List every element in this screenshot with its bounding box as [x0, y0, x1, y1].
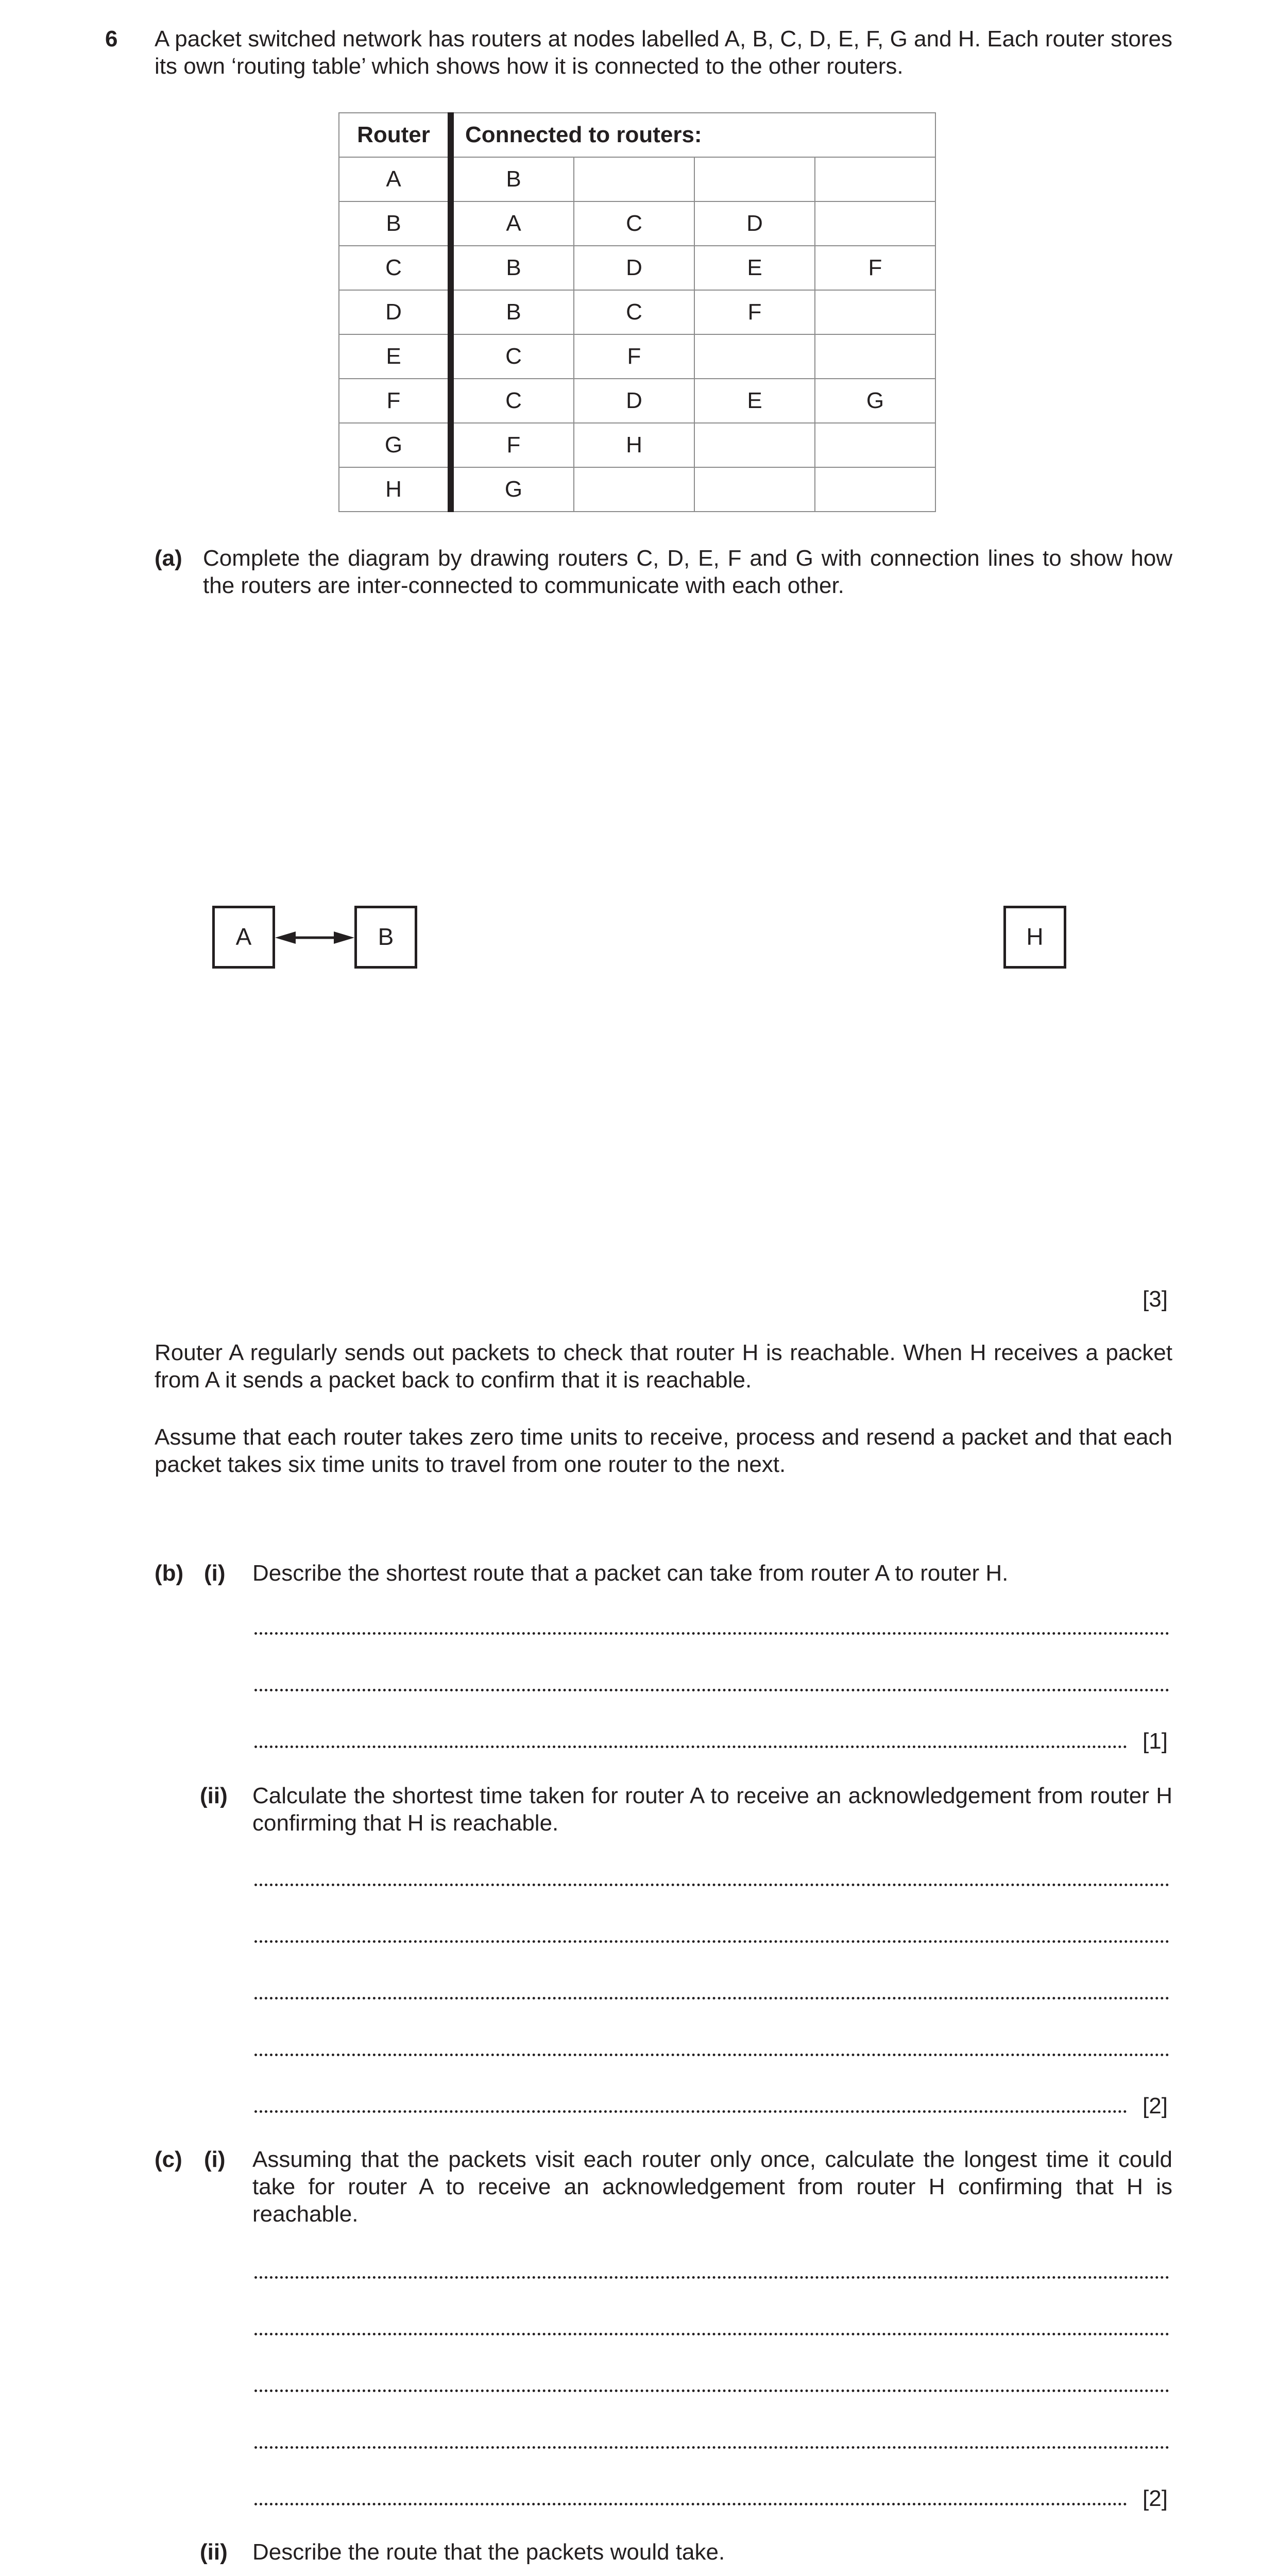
routing-row-a — [339, 157, 935, 201]
router-h-label: H — [1026, 923, 1044, 951]
connected-router-cell: C — [451, 379, 574, 423]
connected-router-cell: G — [815, 379, 935, 423]
router-cell: C — [339, 246, 451, 290]
connected-router-cell: H — [574, 423, 694, 467]
header-connected: Connected to routers: — [451, 113, 935, 157]
part-b-ii-text: Calculate the shortest time taken for router A to receive an acknowledgement from router H confirming that H is reachable. — [252, 1783, 1172, 1836]
context-para-1: Router A regularly sends out packets to check that router H is reachable. When H receives a packet from A it sends a packet back to confirm that it is reachable. — [155, 1340, 1172, 1393]
answer-line[interactable] — [254, 1689, 1169, 1691]
connected-router-cell — [574, 467, 694, 512]
connected-router-cell — [694, 157, 815, 201]
router-a-box — [212, 906, 275, 969]
router-cell: F — [339, 379, 451, 423]
answer-line[interactable] — [254, 2276, 1169, 2279]
part-c-i-label: (i) — [204, 2147, 226, 2172]
answer-line[interactable] — [254, 1884, 1169, 1886]
connected-router-cell — [815, 290, 935, 334]
router-cell: D — [339, 290, 451, 334]
answer-line[interactable] — [254, 2503, 1127, 2505]
router-a-label: A — [235, 923, 252, 951]
answer-line[interactable] — [254, 1940, 1169, 1943]
routing-row-f — [339, 379, 935, 423]
part-b-label: (b) — [155, 1561, 184, 1586]
question-number: 6 — [105, 26, 118, 52]
connected-router-cell — [815, 423, 935, 467]
part-c-i-marks: [2] — [1143, 2486, 1168, 2511]
answer-line[interactable] — [254, 2333, 1169, 2335]
answer-line[interactable] — [254, 1632, 1169, 1635]
connected-router-cell: B — [451, 290, 574, 334]
connected-router-cell: F — [451, 423, 574, 467]
part-c-ii-label: (ii) — [200, 2539, 228, 2565]
router-cell: H — [339, 467, 451, 512]
routing-row-g — [339, 423, 935, 467]
connected-router-cell: F — [694, 290, 815, 334]
part-b-i-label: (i) — [204, 1561, 226, 1586]
connected-router-cell: B — [451, 157, 574, 201]
part-a-text: Complete the diagram by drawing routers C, D, E, F and G with connection lines to show how the routers are inter-connected to communicate with each other. — [203, 546, 1172, 598]
connected-router-cell: C — [574, 201, 694, 246]
router-cell: B — [339, 201, 451, 246]
answer-line[interactable] — [254, 1997, 1169, 1999]
connected-router-cell — [815, 467, 935, 512]
part-b-i-marks: [1] — [1143, 1728, 1168, 1754]
connection-a-b-arrow — [275, 927, 354, 948]
connected-router-cell: C — [574, 290, 694, 334]
router-b-label: B — [378, 923, 394, 951]
part-b-ii-marks: [2] — [1143, 2093, 1168, 2119]
connected-router-cell: A — [451, 201, 574, 246]
router-cell: G — [339, 423, 451, 467]
connected-router-cell: D — [574, 246, 694, 290]
routing-row-h — [339, 467, 935, 512]
router-b-box — [354, 906, 417, 969]
part-c-ii-text: Describe the route that the packets would take. — [252, 2539, 725, 2565]
answer-line[interactable] — [254, 2054, 1169, 2056]
connected-router-cell — [694, 467, 815, 512]
part-c-i-text: Assuming that the packets visit each router only once, calculate the longest time it could take for router A to receive an acknowledgement from router H confirming that H is reachable. — [252, 2147, 1172, 2227]
connected-router-cell: C — [451, 334, 574, 379]
part-a-label: (a) — [155, 546, 182, 571]
part-a-marks: [3] — [1143, 1286, 1168, 1312]
header-router: Router — [339, 113, 451, 157]
router-h-box — [1003, 906, 1066, 969]
connected-router-cell: D — [574, 379, 694, 423]
routing-row-c — [339, 246, 935, 290]
router-cell: A — [339, 157, 451, 201]
router-cell: E — [339, 334, 451, 379]
routing-row-d — [339, 290, 935, 334]
answer-line[interactable] — [254, 2446, 1169, 2449]
connected-router-cell: G — [451, 467, 574, 512]
connected-router-cell: E — [694, 246, 815, 290]
routing-row-e — [339, 334, 935, 379]
connected-router-cell — [815, 201, 935, 246]
connected-router-cell: B — [451, 246, 574, 290]
routing-table — [338, 112, 936, 512]
context-para-2: Assume that each router takes zero time units to receive, process and resend a packet and that each packet takes six time units to travel from one router to the next. — [155, 1425, 1172, 1477]
answer-line[interactable] — [254, 1745, 1127, 1748]
connected-router-cell: E — [694, 379, 815, 423]
routing-row-b — [339, 201, 935, 246]
question-intro: A packet switched network has routers at nodes labelled A, B, C, D, E, F, G and H. Each router stores its own ‘routing table’ which shows how it is connected to the other routers. — [155, 26, 1172, 79]
answer-line[interactable] — [254, 2110, 1127, 2113]
connected-router-cell: D — [694, 201, 815, 246]
connected-router-cell: F — [815, 246, 935, 290]
answer-line[interactable] — [254, 2389, 1169, 2392]
connected-router-cell: F — [574, 334, 694, 379]
connected-router-cell — [815, 334, 935, 379]
part-b-i-text: Describe the shortest route that a packet can take from router A to router H. — [252, 1561, 1009, 1586]
connected-router-cell — [694, 423, 815, 467]
connected-router-cell — [574, 157, 694, 201]
part-b-ii-label: (ii) — [200, 1783, 228, 1808]
part-c-label: (c) — [155, 2147, 182, 2172]
connected-router-cell — [694, 334, 815, 379]
connected-router-cell — [815, 157, 935, 201]
